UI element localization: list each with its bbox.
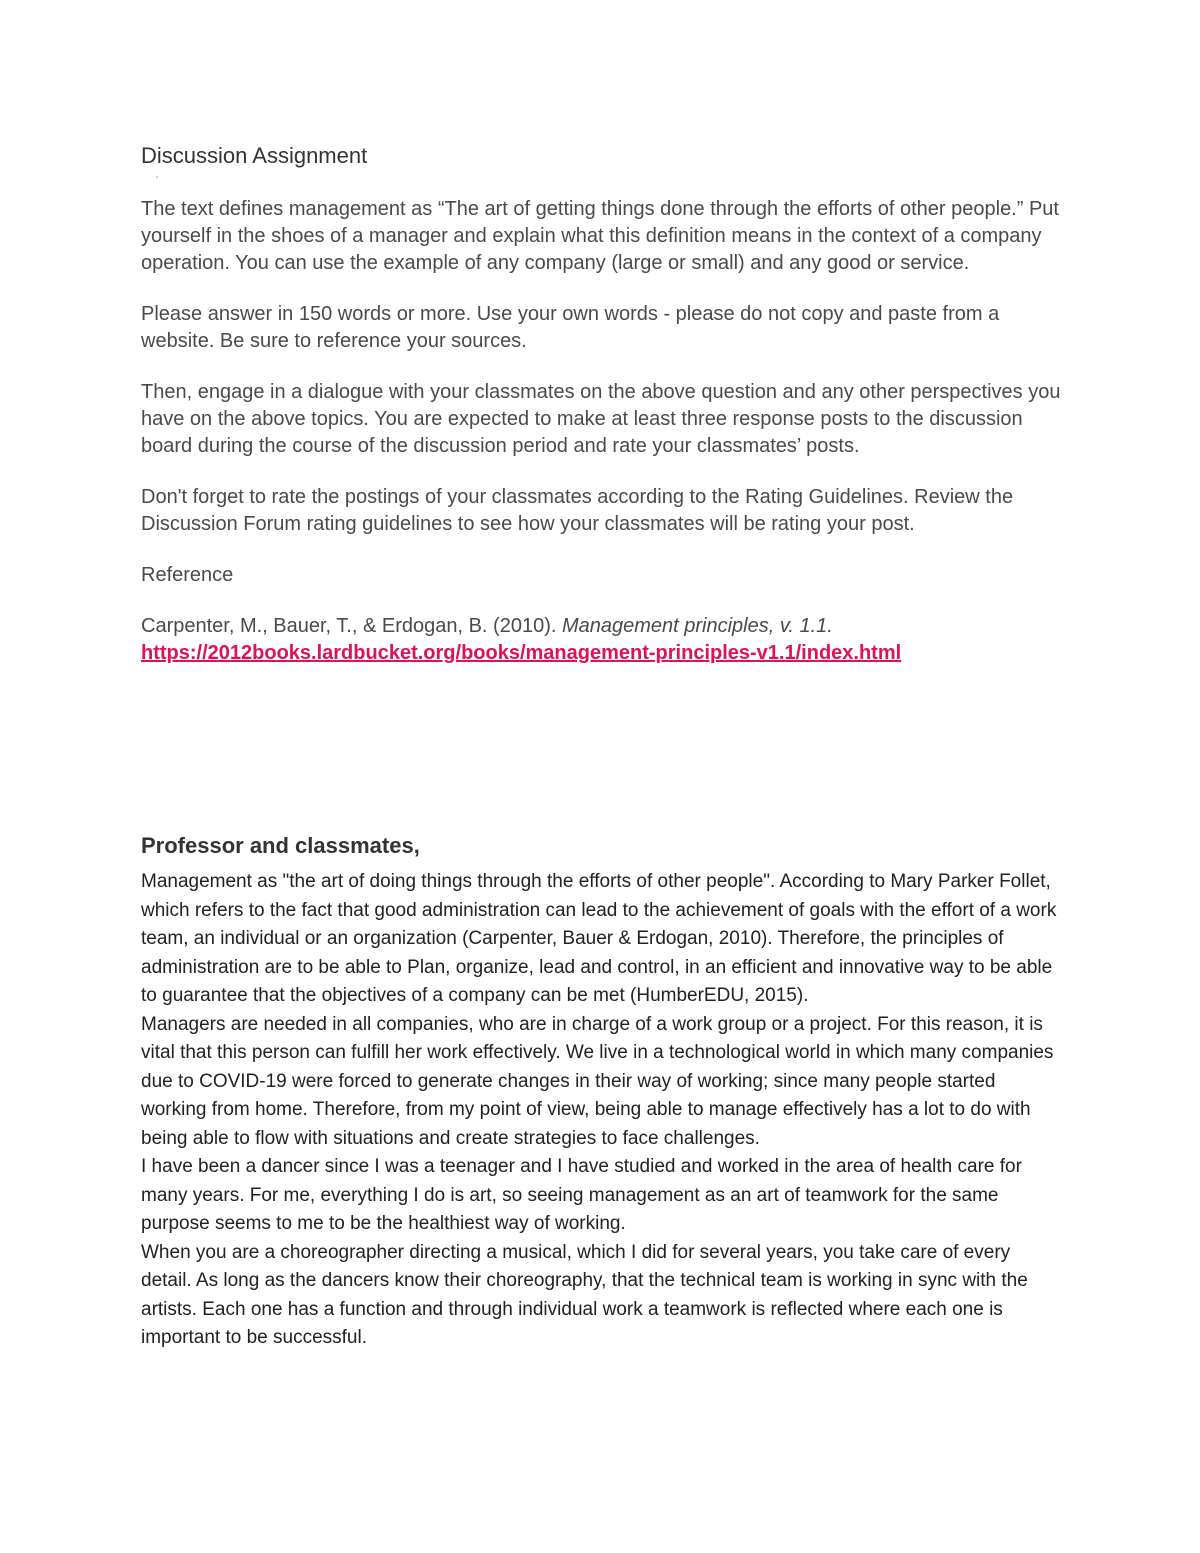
response-paragraph: When you are a choreographer directing a musical, which I did for several years, you take care of every detail. As long as the dancers know their choreography, that the technical team is working in sync with the artists. Each one has a function and through individual work a teamwork is reflected where each one is important to be successful. (141, 1241, 1028, 1348)
response-paragraph: Managers are needed in all companies, who are in charge of a work group or a project. For this reason, it is vital that this person can fulfill her work effectively. We live in a technological world in which many companies due to COVID-19 were forced to generate changes in their way of working; since many people started working from home. Therefore, from my point of view, being able to manage effectively has a lot to do with being able to flow with situations and create strategies to face challenges. (141, 1013, 1054, 1149)
response-section (141, 830, 1066, 1353)
reference-link[interactable]: https://2012books.lardbucket.org/books/management-principles-v1.1/index.html (141, 642, 902, 664)
reference-label: Reference (141, 564, 234, 586)
assignment-paragraph: The text defines management as “The art of getting things done through the efforts of other people.” Put yourself in the shoes of a manager and explain what this definition means in the context of a company operation. You can use the example of any company (large or small) and any good or service. (141, 198, 1059, 274)
assignment-title: Discussion Assignment (141, 143, 368, 168)
assignment-paragraph: Don't forget to rate the postings of your classmates according to the Rating Guidelines. Review the Discussion Forum rating guidelines to see how your classmates will be rating your post. (141, 486, 1014, 535)
response-paragraph: Management as "the art of doing things through the efforts of other people". According to Mary Parker Follet, which refers to the fact that good administration can lead to the achievement of goals with the effort of a work team, an individual or an organization (Carpenter, Bauer & Erdogan, 2010). Therefore, the principles of administration are to be able to Plan, organize, lead and control, in an efficient and innovative way to be able to guarantee that the objectives of a company can be met (HumberEDU, 2015). (141, 871, 1057, 1006)
reference-title: Management principles, v. 1.1. (561, 615, 833, 637)
response-heading: Professor and classmates, (141, 833, 420, 858)
stray-mark: ' (156, 175, 158, 186)
response-paragraph: I have been a dancer since I was a teenager and I have studied and worked in the area of health care for many years. For me, everything I do is art, so seeing management as an art of teamwork for the same purpose seems to me to be the healthiest way of working. (141, 1156, 1022, 1234)
assignment-paragraph: Please answer in 150 words or more. Use your own words - please do not copy and paste from a website. Be sure to reference your sources. (141, 303, 1000, 352)
assignment-paragraph: Then, engage in a dialogue with your classmates on the above question and any other perspectives you have on the above topics. You are expected to make at least three response posts to the discussion board during the course of the discussion period and rate your classmates’ posts. (141, 381, 1061, 457)
reference-citation (141, 613, 1066, 640)
reference-authors: Carpenter, M., Bauer, T., & Erdogan, B. (2010). (141, 615, 562, 637)
assignment-section (141, 138, 1066, 667)
